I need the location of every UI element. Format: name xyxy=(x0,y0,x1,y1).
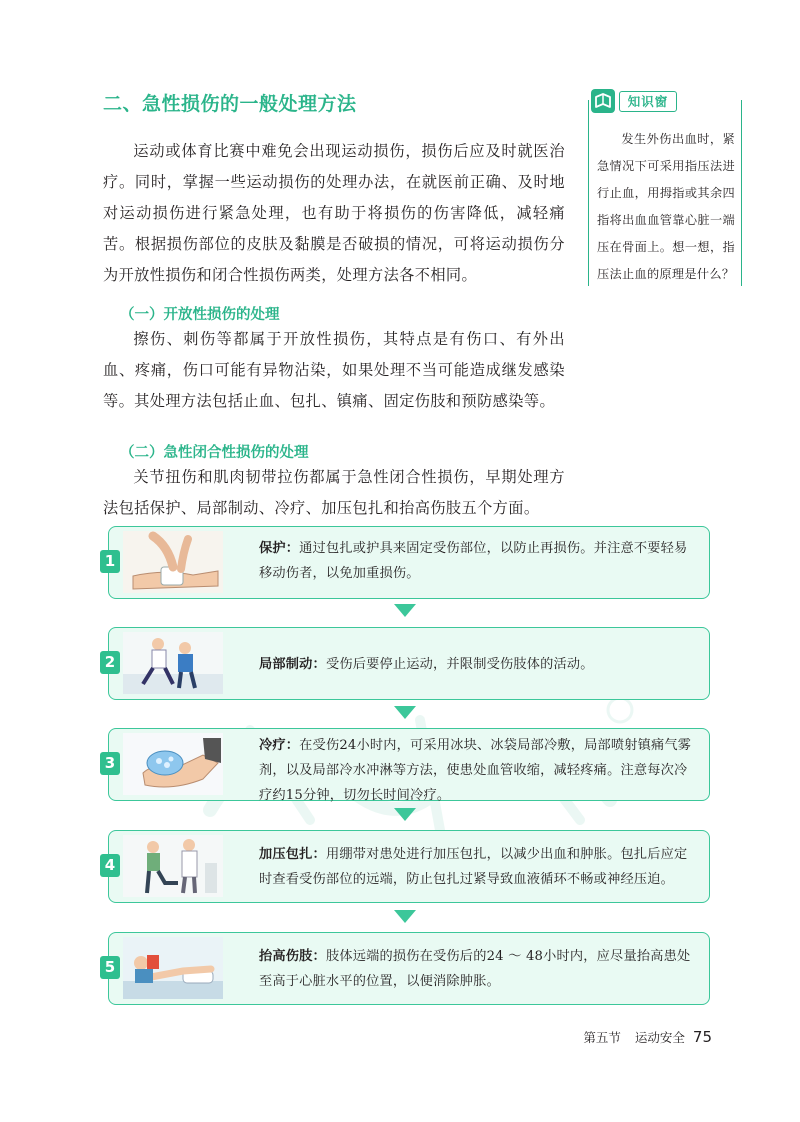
step-term: 保护： xyxy=(259,541,300,556)
ice-pack-on-foot-illustration xyxy=(123,733,223,795)
step-elevate-text xyxy=(259,944,699,994)
step-term: 冷疗： xyxy=(259,738,300,753)
step-elevate xyxy=(104,932,710,1005)
doctor-treating-patient-illustration xyxy=(123,835,223,897)
intro-paragraph: 运动或体育比赛中难免会出现运动损伤，损伤后应及时就医治疗。同时，掌握一些运动损伤的处理办法，在就医前正确、及时地对运动损伤进行紧急处理，也有助于将损伤的伤害降低，减轻痛苦。根据损伤部位的皮肤及黏膜是否破损的情况，可将运动损伤分为开放性损伤和闭合性损伤两类，处理方法各不相同。 xyxy=(103,142,565,284)
page-footer xyxy=(583,1028,712,1046)
step-protect-text xyxy=(259,536,699,586)
step-number: 1 xyxy=(100,550,120,573)
knowledge-box-text: 发生外伤出血时，紧急情况下可采用指压法进行止血，用拇指或其余四指将出血血管靠心脏一端压在骨面上。想一想，指压法止血的原理是什么？ xyxy=(597,132,735,281)
step-compression-text xyxy=(259,842,699,892)
step-cold-therapy-text xyxy=(259,733,699,808)
elevated-leg-reading-illustration xyxy=(123,937,223,999)
knowledge-box-header xyxy=(589,90,739,112)
knowledge-box xyxy=(588,94,742,286)
down-arrow-icon xyxy=(394,808,416,821)
book-icon xyxy=(590,88,616,114)
knowledge-box-label: 知识窗 xyxy=(619,91,677,112)
down-arrow-icon xyxy=(394,604,416,617)
step-term: 加压包扎： xyxy=(259,847,326,862)
step-cold-therapy xyxy=(104,728,710,803)
step-term: 局部制动： xyxy=(259,657,326,672)
footer-section: 第五节 xyxy=(583,1030,621,1045)
step-number: 5 xyxy=(100,956,120,979)
page-number: 75 xyxy=(692,1028,712,1046)
open-injury-paragraph: 擦伤、刺伤等都属于开放性损伤，其特点是有伤口、有外出血、疼痛，伤口可能有异物沾染，如果处理不当可能造成继发感染等。其处理方法包括止血、包扎、镇痛、固定伤肢和预防感染等。 xyxy=(103,330,565,410)
supporting-injured-athlete-illustration xyxy=(123,632,223,694)
open-injury-title: （一）开放性损伤的处理 xyxy=(120,307,280,323)
down-arrow-icon xyxy=(394,910,416,923)
closed-injury-paragraph: 关节扭伤和肌肉韧带拉伤都属于急性闭合性损伤，早期处理方法包括保护、局部制动、冷疗、加压包扎和抬高伤肢五个方面。 xyxy=(103,468,565,517)
step-desc: 通过包扎或护具来固定受伤部位，以防止再损伤。并注意不要轻易移动伤者，以免加重损伤。 xyxy=(259,541,688,581)
step-desc: 用绷带对患处进行加压包扎，以减少出血和肿胀。包扎后应定时查看受伤部位的远端，防止包扎过紧导致血液循环不畅或神经压迫。 xyxy=(259,847,688,887)
step-desc: 肢体远端的损伤在受伤后的24 ～ 48小时内，应尽量抬高患处至高于心脏水平的位置，以便消除肿胀。 xyxy=(259,949,691,989)
down-arrow-icon xyxy=(394,706,416,719)
step-term: 抬高伤肢： xyxy=(259,949,326,964)
step-number: 3 xyxy=(100,752,120,775)
closed-injury-title: （二）急性闭合性损伤的处理 xyxy=(120,445,309,461)
step-desc: 受伤后要停止运动，并限制受伤肢体的活动。 xyxy=(325,657,594,672)
step-immobilize xyxy=(104,627,710,700)
footer-title: 运动安全 xyxy=(634,1030,685,1045)
step-immobilize-text xyxy=(259,652,699,677)
bandaging-ankle-illustration xyxy=(123,531,223,593)
step-desc: 在受伤24小时内，可采用冰块、冰袋局部冷敷，局部喷射镇痛气雾剂，以及局部冷水冲淋等方法，使患处血管收缩，减轻疼痛。注意每次冷疗约15分钟，切勿长时间冷疗。 xyxy=(259,738,692,803)
section-title: 二、急性损伤的一般处理方法 xyxy=(103,93,357,115)
step-number: 2 xyxy=(100,651,120,674)
step-compression xyxy=(104,830,710,903)
step-protect xyxy=(104,526,710,599)
step-number: 4 xyxy=(100,854,120,877)
